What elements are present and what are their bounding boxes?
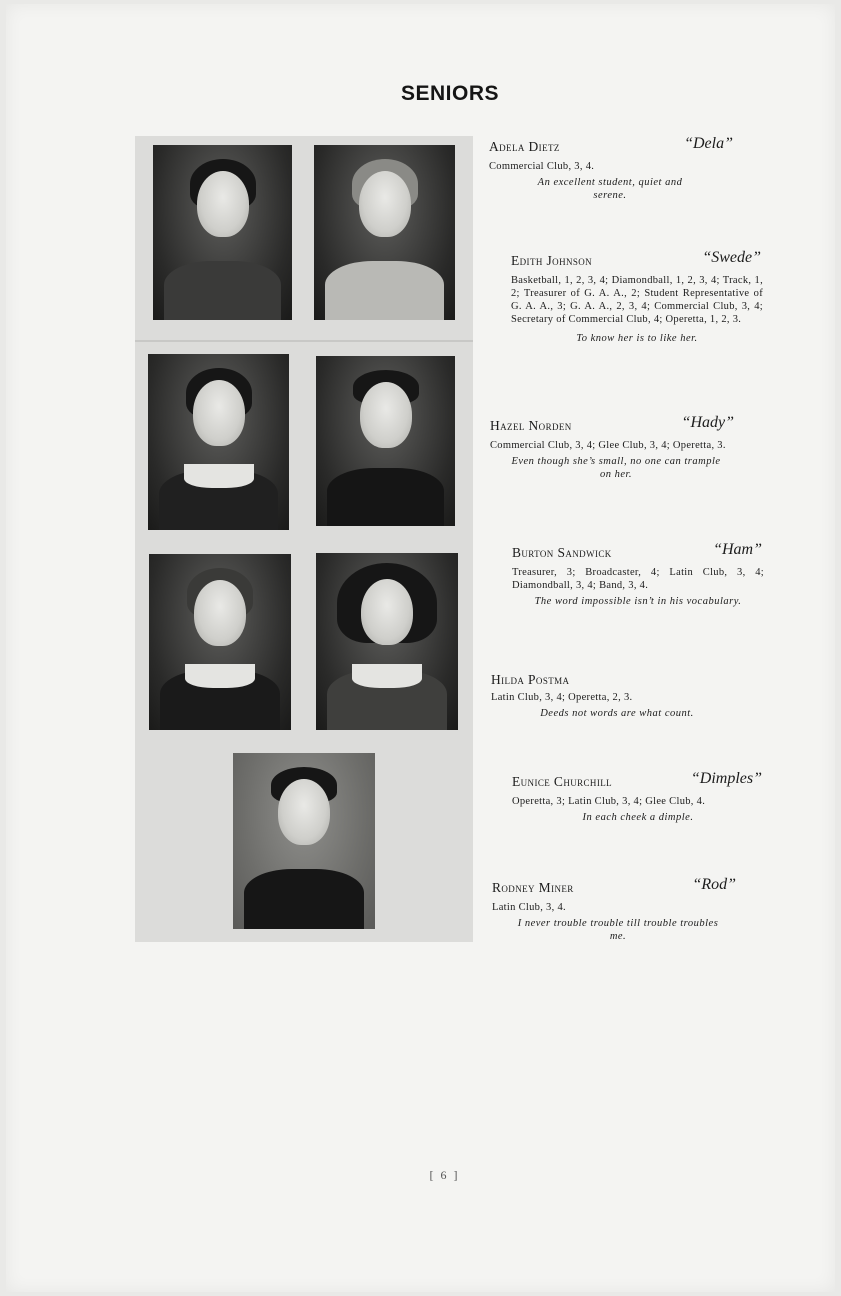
collar-shape	[185, 664, 255, 688]
body-shape	[327, 468, 444, 526]
face-shape	[194, 580, 246, 646]
senior-entry	[492, 876, 744, 943]
face-shape	[197, 171, 249, 237]
senior-name: Hazel Norden	[490, 418, 572, 433]
face-shape	[361, 579, 413, 645]
senior-activities: Commercial Club, 3, 4; Glee Club, 3, 4; Operetta, 3.	[490, 440, 726, 451]
portrait-rodney-miner	[233, 753, 375, 929]
senior-entry	[512, 541, 764, 608]
face-shape	[359, 171, 411, 237]
senior-activities: Basketball, 1, 2, 3, 4; Diamondball, 1, 2, 3, 4; Track, 1, 2; Treasurer of G. A. A., 2; Student Representative of G. A. A., 3; G. A. A., 2, 3, 4; Commercial Club, 3, 4; Secretary of Commercial Club, 4; Operetta, 1, 2, 3.	[511, 275, 763, 325]
collar-shape	[184, 464, 254, 488]
senior-nickname: “Ham”	[713, 541, 762, 558]
senior-activities: Latin Club, 3, 4.	[492, 902, 566, 913]
senior-quote: An excellent student, quiet and serene.	[537, 177, 683, 201]
senior-activities: Latin Club, 3, 4; Operetta, 2, 3.	[491, 692, 633, 703]
senior-name: Burton Sandwick	[512, 545, 612, 560]
senior-entry	[491, 671, 743, 720]
senior-quote: I never trouble trouble till trouble troubles me.	[517, 918, 719, 942]
senior-activities: Operetta, 3; Latin Club, 3, 4; Glee Club, 4.	[512, 796, 706, 807]
senior-entry	[512, 770, 764, 824]
senior-nickname: “Swede”	[702, 249, 761, 266]
senior-nickname: “Dela”	[684, 135, 733, 152]
collar-shape	[352, 664, 422, 688]
body-shape	[244, 869, 363, 929]
senior-activities: Commercial Club, 3, 4.	[489, 161, 595, 172]
senior-name: Adela Dietz	[489, 139, 560, 154]
portrait-edith-johnson	[314, 145, 455, 320]
portrait-burton-sandwick	[316, 356, 455, 526]
senior-quote: Even though she’s small, no one can trample on her.	[511, 456, 721, 480]
face-shape	[278, 779, 330, 845]
body-shape	[164, 261, 281, 321]
portrait-eunice-churchill	[316, 553, 458, 730]
page-title: SENIORS	[400, 82, 500, 105]
senior-name: Eunice Churchill	[512, 774, 613, 789]
senior-entry	[511, 249, 763, 345]
portrait-hazel-norden	[148, 354, 289, 530]
senior-nickname: “Rod”	[692, 876, 736, 893]
face-shape	[193, 380, 245, 446]
page-number: [ 6 ]	[429, 1168, 460, 1182]
portrait-adela-dietz	[153, 145, 292, 320]
face-shape	[360, 382, 412, 448]
senior-quote: Deeds not words are what count.	[540, 708, 694, 719]
senior-entry	[490, 414, 742, 481]
senior-name: Edith Johnson	[511, 253, 593, 268]
senior-quote: In each cheek a dimple.	[582, 812, 694, 823]
senior-quote: The word impossible isn’t in his vocabulary.	[534, 596, 742, 607]
senior-name: Hilda Postma	[491, 672, 570, 687]
senior-activities: Treasurer, 3; Broadcaster, 4; Latin Club, 3, 4; Diamondball, 3, 4; Band, 3, 4.	[512, 567, 764, 591]
body-shape	[325, 261, 443, 321]
senior-name: Rodney Miner	[492, 880, 574, 895]
senior-nickname: “Dimples”	[690, 770, 762, 787]
senior-entry	[489, 135, 741, 202]
panel-divider	[135, 340, 473, 342]
senior-nickname: “Hady”	[681, 414, 734, 431]
senior-quote: To know her is to like her.	[576, 333, 698, 344]
portrait-hilda-postma	[149, 554, 291, 730]
